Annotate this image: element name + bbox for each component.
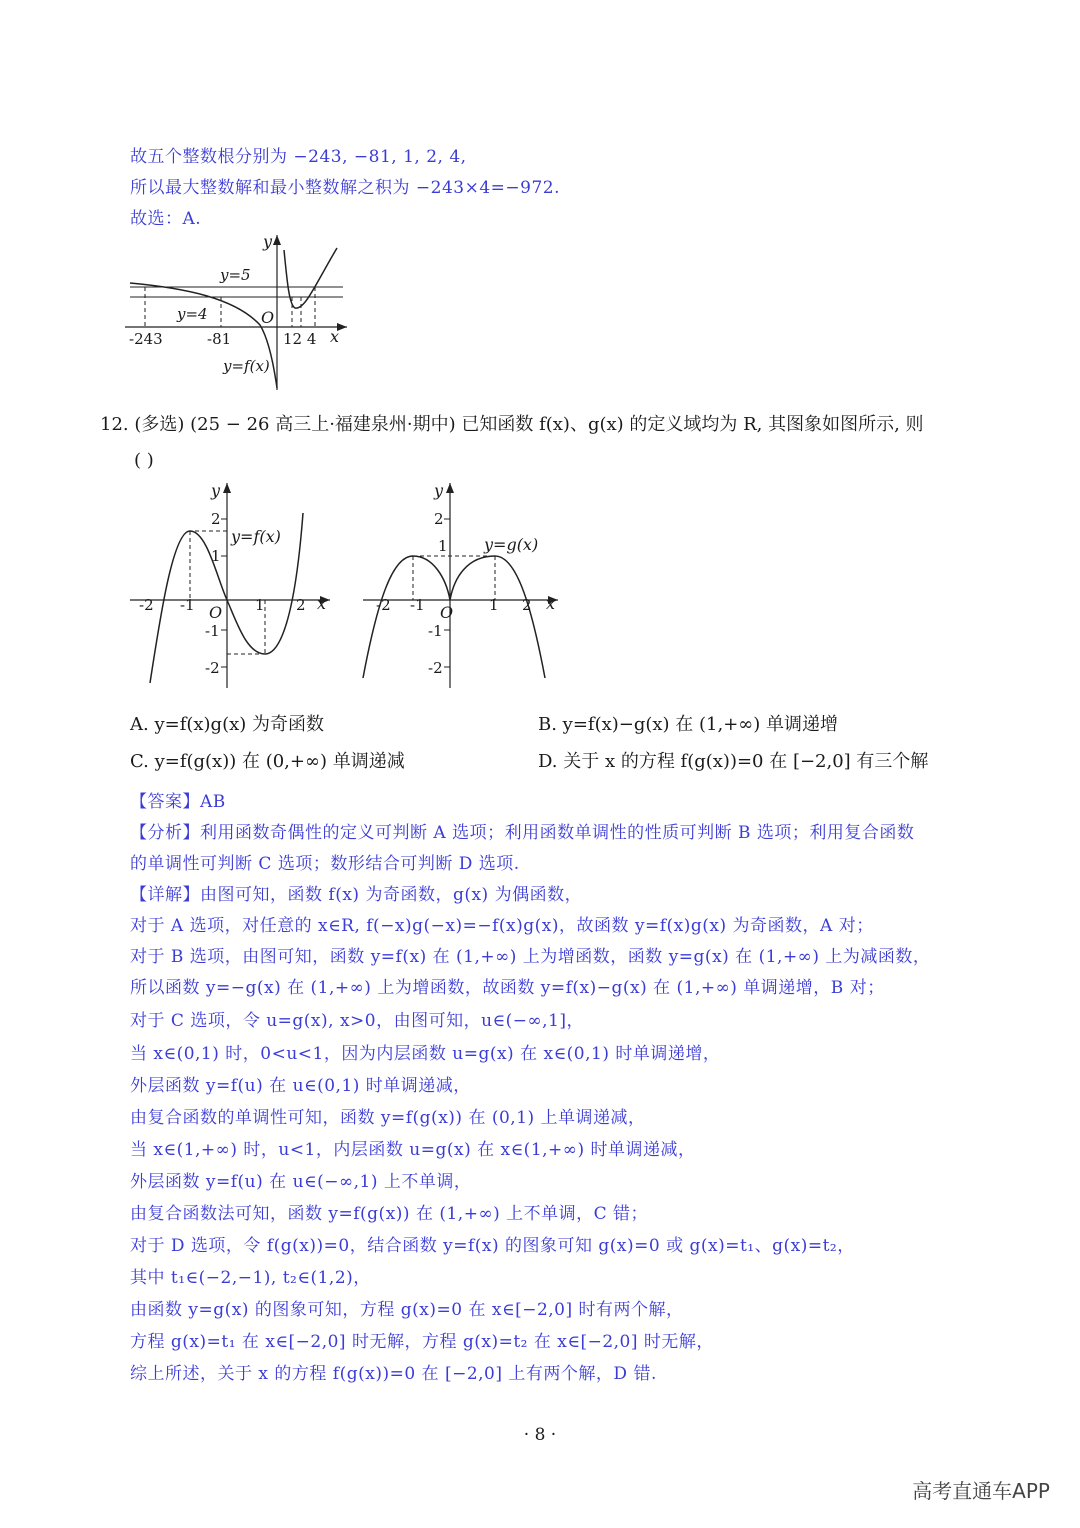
- f-x-axis-label: x: [317, 594, 327, 613]
- detail-line: 由函数 y=g(x) 的图象可知，方程 g(x)=0 在 x∈[−2,0] 时有两个解，: [130, 1300, 684, 1320]
- origin-label: O: [261, 308, 275, 327]
- answer-line: 【答案】AB: [130, 792, 226, 812]
- f-tick-y-1: 1: [211, 547, 221, 565]
- figure-1-graph: [125, 230, 355, 390]
- prev-solution-line-2: 所以最大整数解和最小整数解之积为 −243×4=−972.: [130, 178, 560, 198]
- detail-line: 方程 g(x)=t₁ 在 x∈[−2,0] 时无解，方程 g(x)=t₂ 在 x∈[−2,0] 时无解，: [130, 1332, 714, 1352]
- g-curve-label: y=g(x): [484, 535, 539, 554]
- g-tick-x-2: 2: [522, 596, 532, 614]
- f-tick-x-2: 2: [296, 596, 306, 614]
- option-b: B. y=f(x)−g(x) 在 (1,+∞) 单调递增: [538, 714, 839, 735]
- detail-line: 由复合函数的单调性可知，函数 y=f(g(x)) 在 (0,1) 上单调递减，: [130, 1108, 646, 1128]
- tick-neg81: -81: [207, 330, 232, 348]
- g-tick-x-neg2: -2: [376, 596, 391, 614]
- y-axis-label: y: [263, 232, 273, 251]
- detail-line: 所以函数 y=−g(x) 在 (1,+∞) 上为增函数，故函数 y=f(x)−g(x) 在 (1,+∞) 单调递增，B 对；: [130, 978, 885, 998]
- tick-1-2-4: 12 4: [283, 330, 317, 348]
- g-tick-y-neg1: -1: [428, 622, 443, 640]
- f-tick-y-neg2: -2: [205, 659, 220, 677]
- question-blank: ( ): [134, 450, 154, 471]
- line-y5-label: y=5: [220, 266, 251, 284]
- option-c: C. y=f(g(x)) 在 (0,+∞) 单调递减: [130, 751, 405, 772]
- f-tick-y-neg1: -1: [205, 622, 220, 640]
- curve-label: y=f(x): [223, 357, 270, 375]
- g-tick-y-neg2: -2: [428, 659, 443, 677]
- g-tick-y-2: 2: [434, 510, 444, 528]
- detail-line: 当 x∈(0,1) 时，0<u<1，因为内层函数 u=g(x) 在 x∈(0,1) 时单调递增，: [130, 1044, 721, 1064]
- detail-line: 对于 D 选项，令 f(g(x))=0，结合函数 y=f(x) 的图象可知 g(x)=0 或 g(x)=t₁、g(x)=t₂，: [130, 1236, 855, 1256]
- f-tick-y-2: 2: [211, 510, 221, 528]
- detail-line: 综上所述，关于 x 的方程 f(g(x))=0 在 [−2,0] 上有两个解，D 错.: [130, 1364, 657, 1384]
- g-x-axis-label: x: [546, 594, 556, 613]
- f-y-axis-label: y: [211, 481, 221, 500]
- prev-solution-line-1: 故五个整数根分别为 −243, −81, 1, 2, 4,: [130, 147, 467, 167]
- f-origin-label: O: [209, 603, 223, 622]
- page-number: · 8 ·: [523, 1425, 557, 1445]
- figure-f-graph: [125, 478, 340, 690]
- analysis-line-2: 的单调性可判断 C 选项；数形结合可判断 D 选项.: [130, 854, 520, 874]
- figure-g-graph: [358, 478, 573, 690]
- option-d: D. 关于 x 的方程 f(g(x))=0 在 [−2,0] 有三个解: [538, 751, 929, 772]
- detail-line: 对于 C 选项，令 u=g(x), x>0，由图可知，u∈(−∞,1]，: [130, 1011, 585, 1031]
- f-tick-x-neg2: -2: [139, 596, 154, 614]
- f-tick-x-neg1: -1: [180, 596, 195, 614]
- detail-line: 外层函数 y=f(u) 在 u∈(0,1) 时单调递减，: [130, 1076, 471, 1096]
- detail-line: 当 x∈(1,+∞) 时，u<1，内层函数 u=g(x) 在 x∈(1,+∞) 时单调递减，: [130, 1140, 696, 1160]
- g-origin-label: O: [440, 603, 454, 622]
- g-y-axis-label: y: [434, 481, 444, 500]
- g-tick-x-neg1: -1: [410, 596, 425, 614]
- detail-line: 对于 A 选项，对任意的 x∈R, f(−x)g(−x)=−f(x)g(x)，故函数 y=f(x)g(x) 为奇函数，A 对；: [130, 916, 874, 936]
- option-a: A. y=f(x)g(x) 为奇函数: [130, 714, 324, 735]
- watermark: 高考直通车APP: [912, 1479, 1050, 1503]
- detail-line: 外层函数 y=f(u) 在 u∈(−∞,1) 上不单调，: [130, 1172, 472, 1192]
- detail-line: 对于 B 选项，由图可知，函数 y=f(x) 在 (1,+∞) 上为增函数，函数 y=g(x) 在 (1,+∞) 上为减函数，: [130, 947, 931, 967]
- prev-solution-line-3: 故选：A.: [130, 209, 202, 229]
- g-tick-y-1: 1: [438, 537, 448, 555]
- detail-line: 【详解】由图可知，函数 f(x) 为奇函数，g(x) 为偶函数，: [130, 885, 583, 905]
- f-tick-x-1: 1: [255, 596, 265, 614]
- analysis-line-1: 【分析】利用函数奇偶性的定义可判断 A 选项；利用函数单调性的性质可判断 B 选项；利用复合函数: [130, 823, 915, 843]
- detail-line: 由复合函数法可知，函数 y=f(g(x)) 在 (1,+∞) 上不单调，C 错；: [130, 1204, 649, 1224]
- question-stem: 12. (多选) (25 − 26 高三上·福建泉州·期中) 已知函数 f(x)、g(x) 的定义域均为 R, 其图象如图所示, 则: [100, 414, 924, 435]
- detail-line: 其中 t₁∈(−2,−1), t₂∈(1,2)，: [130, 1268, 371, 1288]
- f-curve-label: y=f(x): [231, 527, 281, 546]
- g-tick-x-1: 1: [489, 596, 499, 614]
- x-axis-label: x: [330, 327, 340, 346]
- tick-neg243: -243: [129, 330, 163, 348]
- line-y4-label: y=4: [177, 305, 208, 323]
